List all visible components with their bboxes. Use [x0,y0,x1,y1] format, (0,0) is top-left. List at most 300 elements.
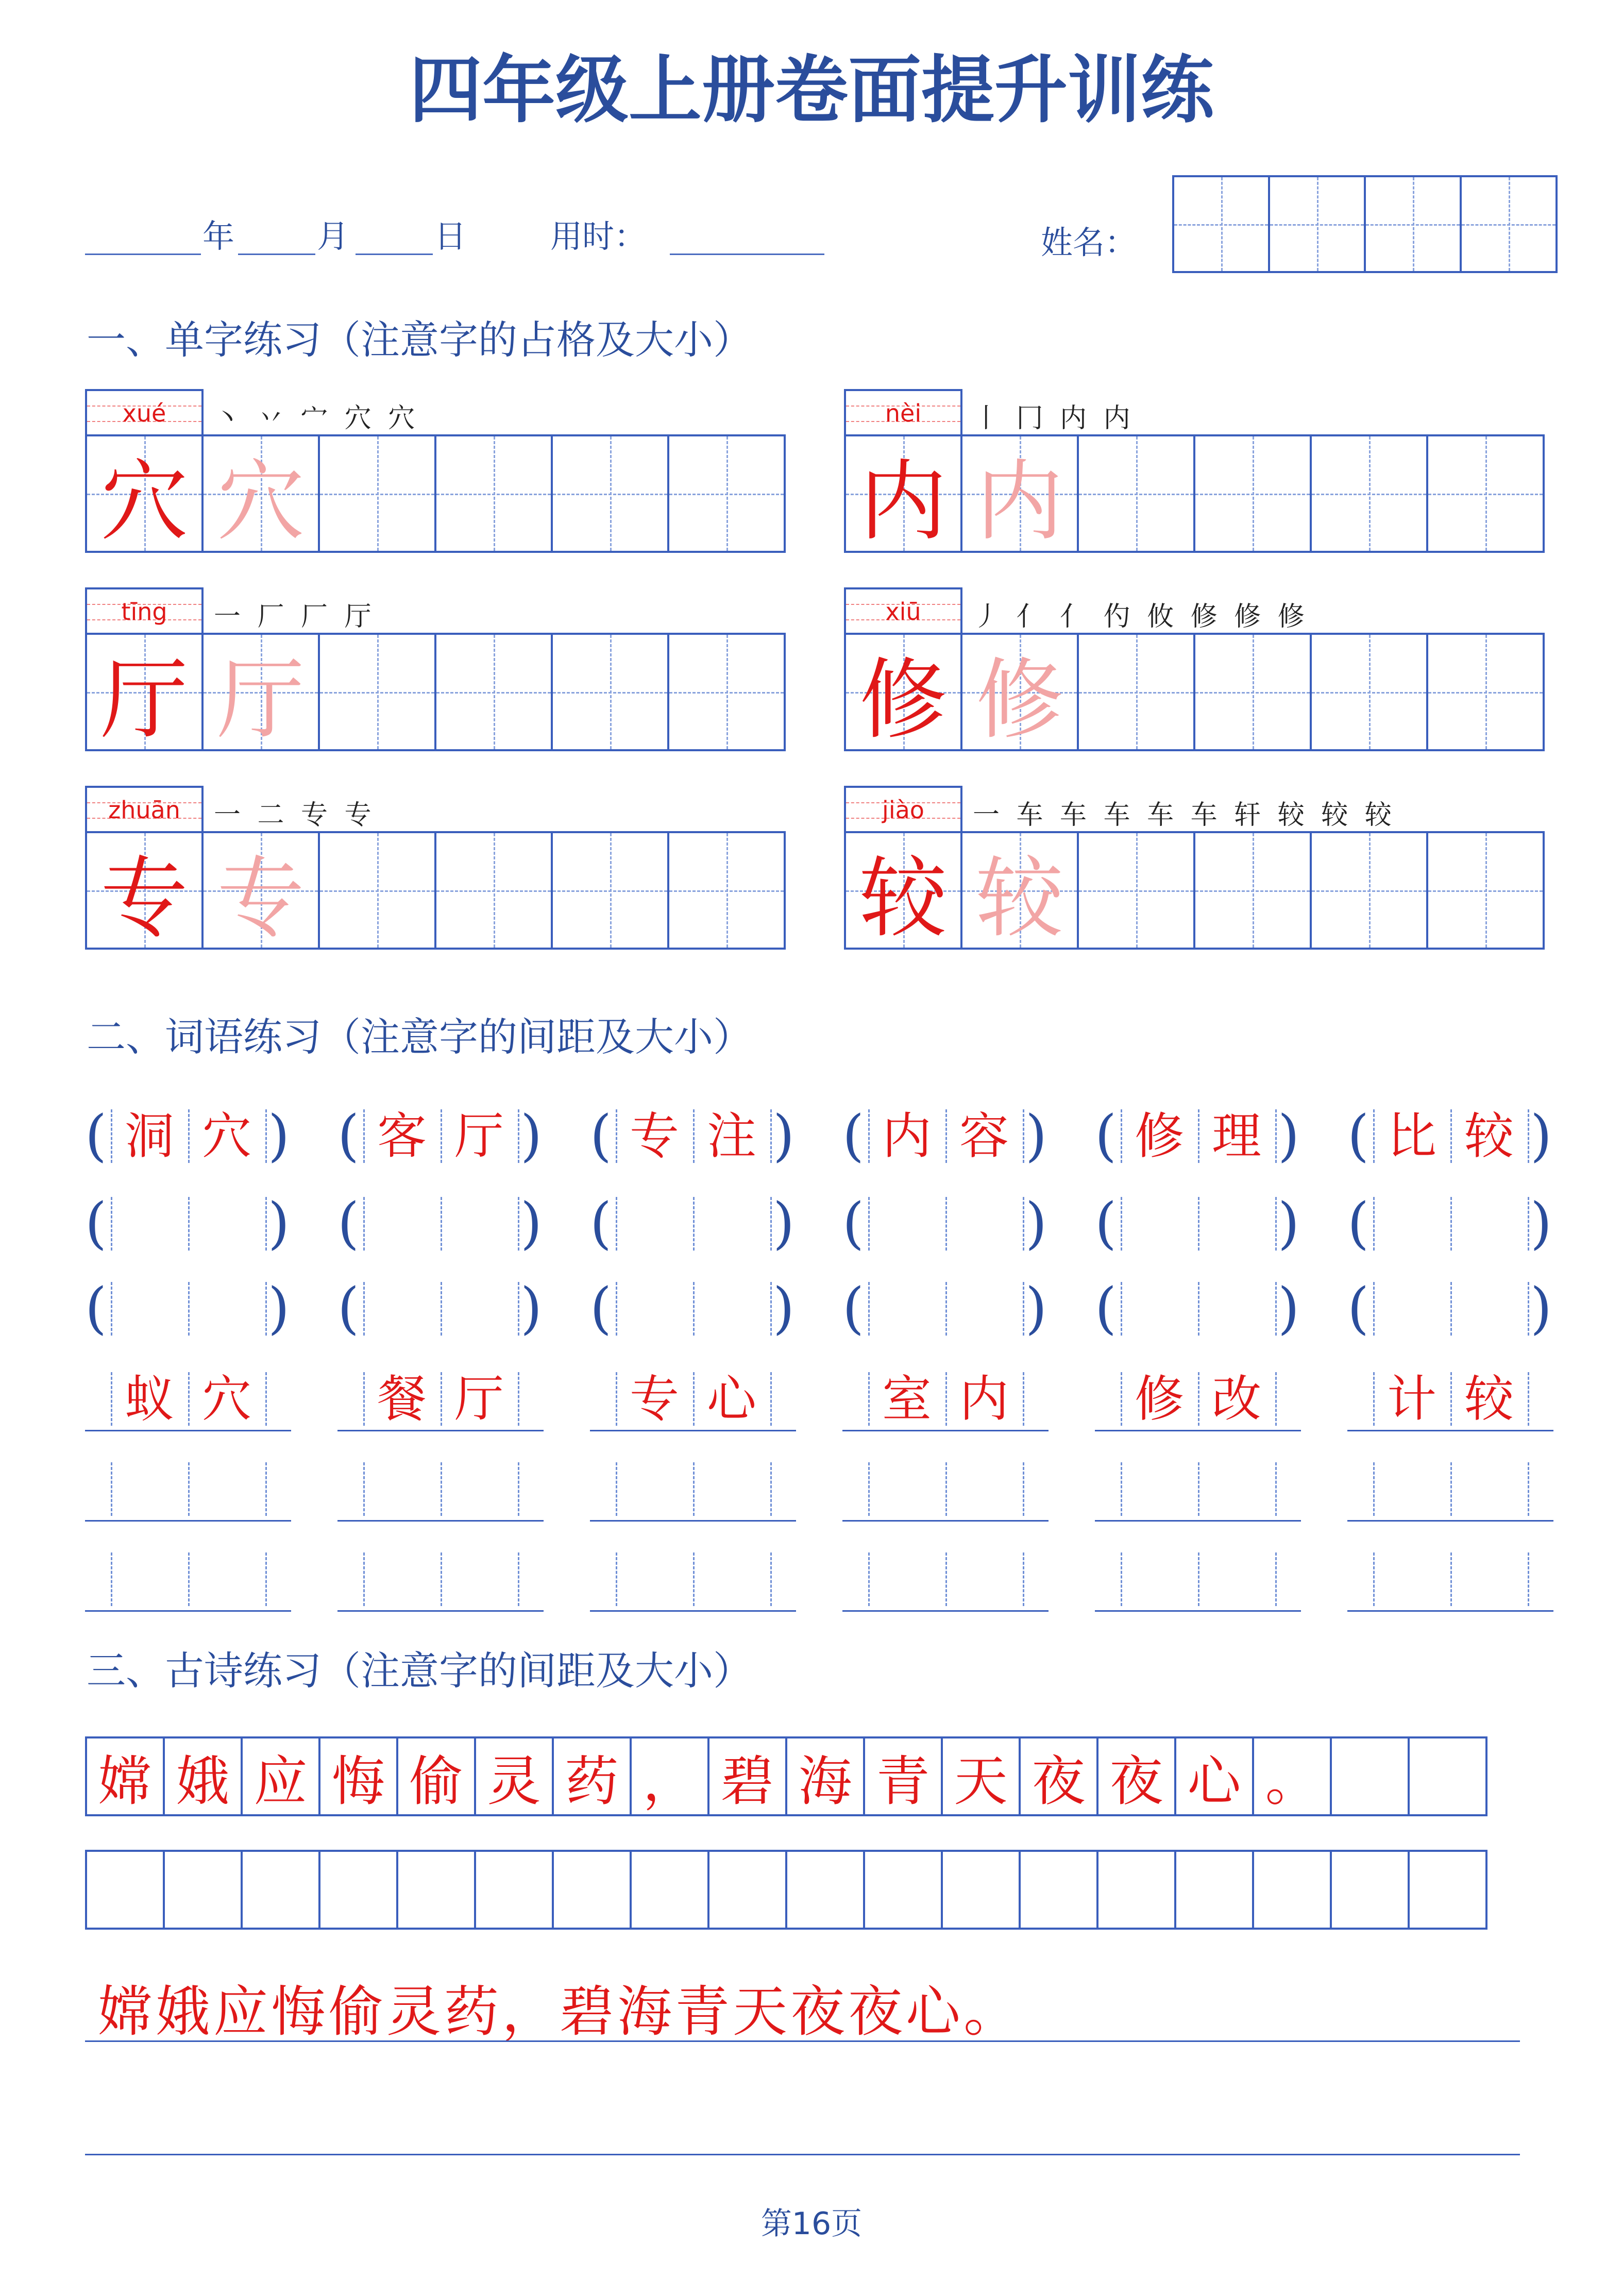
paren-word-box[interactable] [590,1193,796,1255]
guide-dash [1275,1197,1277,1251]
left-paren: ( [1095,1276,1117,1341]
right-paren: ) [1278,1276,1300,1341]
line-word-box[interactable] [1095,1458,1301,1520]
guide-dash [616,1462,617,1516]
month-blank[interactable] [238,254,315,255]
pinyin-text: xué [122,399,166,427]
guide-dash [1373,1462,1375,1516]
practice-cell[interactable] [318,434,436,553]
pinyin-box [844,786,962,833]
pinyin-box [85,587,204,635]
day-blank[interactable] [356,254,433,255]
guide-dash [111,1197,112,1251]
guide-dash [1198,1282,1199,1336]
left-paren: ( [337,1191,360,1256]
practice-cell[interactable] [667,434,786,553]
guide-dash [770,1552,772,1606]
paren-word-box[interactable] [85,1278,291,1340]
word-char: 修 [1135,1370,1184,1428]
word-char: 较 [1464,1107,1514,1165]
guide-dash [1450,1282,1452,1336]
char-grid-row [844,434,1545,553]
left-paren: ( [590,1276,612,1341]
practice-cell[interactable] [1077,831,1195,950]
model-char-cell [960,633,1079,751]
poem-practice-cell[interactable] [1330,1850,1410,1930]
line-word-box[interactable] [85,1548,291,1610]
line-word-box[interactable] [85,1458,291,1520]
name-grid[interactable] [1172,175,1558,273]
pinyin-text: tīng [121,598,167,626]
guide-dash [770,1372,772,1426]
guide-dash [616,1282,617,1336]
guide-dash [441,1197,442,1251]
guide-dash [441,1462,442,1516]
word-char: 餐 [377,1370,427,1428]
guide-dash [616,1552,617,1606]
practice-cell[interactable] [434,831,553,950]
word-underline [1095,1430,1301,1431]
word-char: 心 [707,1370,756,1428]
pinyin-text: jiào [882,796,924,824]
paren-word-box[interactable] [1095,1278,1301,1340]
practice-cell[interactable] [1193,633,1312,751]
poem-cell: 天 [941,1736,1021,1816]
practice-cell[interactable] [1193,831,1312,950]
practice-cell[interactable] [1077,434,1195,553]
word-char: 内 [882,1107,932,1165]
practice-cell[interactable] [1426,831,1545,950]
poem-practice-cell[interactable] [552,1850,632,1930]
paren-word-box[interactable] [842,1278,1049,1340]
trace-char: 专 [216,847,305,950]
practice-cell[interactable] [1426,434,1545,553]
poem-practice-cell[interactable] [1096,1850,1176,1930]
right-paren: ) [268,1276,290,1341]
guide-dash [1121,1552,1122,1606]
guide-dash [518,1552,519,1606]
poem-grid-row-2[interactable] [85,1850,1487,1930]
guide-dash [1528,1109,1529,1163]
word-char: 计 [1387,1370,1436,1428]
name-grid-cell[interactable] [1364,175,1462,273]
practice-cell[interactable] [1310,633,1428,751]
guide-dash [1450,1462,1452,1516]
guide-dash [1275,1372,1277,1426]
model-char-cell [85,434,204,553]
guide-dash [1450,1197,1452,1251]
poem-cell: 嫦 [85,1736,165,1816]
word-underline [1095,1610,1301,1612]
guide-dash [188,1282,190,1336]
guide-dash [1023,1197,1024,1251]
word-char: 专 [630,1370,679,1428]
left-paren: ( [1095,1104,1117,1168]
paren-word-box[interactable] [1347,1278,1553,1340]
poem-cell: ， [630,1736,709,1816]
guide-dash [1450,1552,1452,1606]
right-paren: ) [773,1276,795,1341]
line-word-box [1347,1368,1553,1430]
word-underline [842,1610,1049,1612]
char-grid-row [85,633,786,751]
left-paren: ( [337,1276,360,1341]
guide-dash [1275,1282,1277,1336]
line-word-box [337,1368,544,1430]
guide-dash [868,1282,870,1336]
left-paren: ( [1347,1276,1370,1341]
left-paren: ( [842,1104,865,1168]
time-blank[interactable] [670,254,824,255]
pinyin-box [844,389,962,436]
name-grid-cell[interactable] [1172,175,1270,273]
guide-dash [265,1109,267,1163]
practice-cell[interactable] [551,831,669,950]
guide-dash [518,1197,519,1251]
poem-practice-cell[interactable] [241,1850,320,1930]
trace-char: 穴 [216,450,305,553]
guide-dash [518,1109,519,1163]
word-char: 洞 [125,1107,174,1165]
line-word-box[interactable] [337,1548,544,1610]
model-char-cell [844,434,962,553]
right-paren: ) [268,1104,290,1168]
word-underline [842,1430,1049,1431]
stroke-order: 丶 丷 宀 穴 穴 [214,403,419,434]
poem-practice-cell[interactable] [863,1850,943,1930]
poem-practice-cell[interactable] [85,1850,165,1930]
model-char: 专 [100,847,188,950]
model-char: 内 [859,450,947,553]
poem-writing-line-1[interactable] [85,2040,1520,2042]
trace-char: 修 [975,649,1063,751]
line-word-box[interactable] [337,1458,544,1520]
model-char-cell [960,434,1079,553]
word-char: 厅 [454,1107,504,1165]
right-paren: ) [1025,1104,1047,1168]
section-3-title: 三、古诗练习（注意字的间距及大小） [87,1648,752,1694]
guide-dash [518,1282,519,1336]
paren-word-box[interactable] [337,1278,544,1340]
guide-dash [945,1462,947,1516]
model-char-cell [85,831,204,950]
guide-dash [1528,1197,1529,1251]
paren-word-box [590,1105,796,1167]
guide-dash [1023,1282,1024,1336]
practice-cell[interactable] [667,633,786,751]
guide-dash [441,1282,442,1336]
left-paren: ( [590,1104,612,1168]
poem-practice-cell[interactable] [707,1850,787,1930]
trace-char: 厅 [216,649,305,751]
guide-dash [1121,1282,1122,1336]
guide-dash [616,1197,617,1251]
word-underline [842,1520,1049,1522]
word-char: 容 [959,1107,1009,1165]
poem-cell: 灵 [474,1736,554,1816]
guide-dash [441,1552,442,1606]
poem-practice-cell[interactable] [1252,1850,1332,1930]
poem-practice-cell[interactable] [1019,1850,1098,1930]
right-paren: ) [1025,1191,1047,1256]
pinyin-text: xiū [885,598,921,626]
guide-dash [770,1462,772,1516]
guide-dash [868,1462,870,1516]
guide-dash [188,1197,190,1251]
char-grid-row [844,633,1545,751]
right-paren: ) [1278,1104,1300,1168]
stroke-order: 一 二 专 专 [214,800,376,831]
right-paren: ) [1530,1276,1552,1341]
paren-word-box [1095,1105,1301,1167]
guide-dash [770,1197,772,1251]
char-grid-row [85,434,786,553]
char-grid-row [844,831,1545,950]
line-word-box[interactable] [1347,1548,1553,1610]
word-underline [337,1430,544,1431]
word-char: 专 [630,1107,679,1165]
model-char: 修 [859,649,947,751]
section-2-title: 二、词语练习（注意字的间距及大小） [87,1014,752,1060]
guide-dash [363,1282,365,1336]
line-word-box [1095,1368,1301,1430]
word-underline [590,1610,796,1612]
left-paren: ( [1347,1191,1370,1256]
left-paren: ( [842,1191,865,1256]
word-char: 注 [707,1107,756,1165]
guide-dash [111,1282,112,1336]
word-char: 室 [882,1370,932,1428]
line-word-box[interactable] [1347,1458,1553,1520]
stroke-order: 一 车 车 车 车 车 轩 较 较 较 [973,800,1396,831]
practice-cell[interactable] [434,434,553,553]
word-char: 理 [1212,1107,1261,1165]
guide-dash [945,1552,947,1606]
poem-cell: 娥 [163,1736,243,1816]
practice-cell[interactable] [551,633,669,751]
year-label: 年 [202,217,235,255]
word-char: 客 [377,1107,427,1165]
word-char: 厅 [454,1370,504,1428]
practice-cell[interactable] [434,633,553,751]
line-word-box[interactable] [590,1548,796,1610]
guide-dash [693,1462,695,1516]
guide-dash [363,1462,365,1516]
time-label: 用时： [550,217,647,255]
practice-cell[interactable] [1310,831,1428,950]
guide-dash [1121,1462,1122,1516]
paren-word-box[interactable] [337,1193,544,1255]
pinyin-box [85,389,204,436]
guide-dash [770,1109,772,1163]
guide-dash [1198,1197,1199,1251]
guide-dash [265,1282,267,1336]
month-label: 月 [317,217,349,255]
poem-cell: 悔 [318,1736,398,1816]
poem-cell: 。 [1252,1736,1332,1816]
guide-dash [1528,1552,1529,1606]
left-paren: ( [1347,1104,1370,1168]
poem-practice-cell[interactable] [630,1850,709,1930]
word-underline [85,1610,291,1612]
line-word-box[interactable] [590,1458,796,1520]
guide-dash [1528,1372,1529,1426]
model-char-cell [201,633,320,751]
paren-word-box [842,1105,1049,1167]
left-paren: ( [842,1276,865,1341]
left-paren: ( [337,1104,360,1168]
year-blank[interactable] [85,254,201,255]
poem-grid-row-1 [85,1736,1487,1816]
guide-dash [1373,1552,1375,1606]
line-word-box [85,1368,291,1430]
guide-dash [265,1462,267,1516]
right-paren: ) [1278,1191,1300,1256]
guide-dash [1023,1462,1024,1516]
poem-writing-line-2[interactable] [85,2154,1520,2155]
guide-dash [1121,1197,1122,1251]
practice-cell[interactable] [1310,434,1428,553]
left-paren: ( [85,1191,107,1256]
left-paren: ( [590,1191,612,1256]
word-char: 内 [959,1370,1009,1428]
line-word-box[interactable] [842,1548,1049,1610]
paren-word-box [337,1105,544,1167]
poem-practice-cell[interactable] [1174,1850,1254,1930]
poem-cell [1330,1736,1410,1816]
poem-practice-cell[interactable] [941,1850,1021,1930]
practice-cell[interactable] [1426,633,1545,751]
stroke-order: 丿 亻 亻 仢 攸 修 修 修 [973,601,1309,632]
word-underline [1095,1520,1301,1522]
line-word-box [842,1368,1049,1430]
guide-dash [1198,1552,1199,1606]
word-char: 较 [1464,1370,1514,1428]
guide-dash [1023,1552,1024,1606]
stroke-order: 丨 冂 内 内 [973,403,1135,434]
poem-practice-cell[interactable] [785,1850,865,1930]
model-char-cell [85,633,204,751]
model-char: 穴 [100,450,188,553]
guide-dash [1275,1462,1277,1516]
poem-cell: 偷 [396,1736,476,1816]
model-char-cell [960,831,1079,950]
guide-dash [770,1282,772,1336]
word-underline [590,1430,796,1431]
pinyin-text: zhuān [108,796,180,824]
paren-word-box [85,1105,291,1167]
right-paren: ) [773,1104,795,1168]
guide-dash [693,1197,695,1251]
practice-cell[interactable] [667,831,786,950]
poem-practice-cell[interactable] [318,1850,398,1930]
practice-cell[interactable] [1077,633,1195,751]
guide-dash [1023,1372,1024,1426]
guide-dash [693,1282,695,1336]
right-paren: ) [1530,1104,1552,1168]
line-word-box[interactable] [842,1458,1049,1520]
paren-word-box[interactable] [1347,1193,1553,1255]
guide-dash [945,1197,947,1251]
guide-dash [265,1372,267,1426]
poem-cell: 海 [785,1736,865,1816]
model-char: 厅 [100,649,188,751]
guide-dash [363,1197,365,1251]
guide-dash [188,1462,190,1516]
guide-dash [1275,1109,1277,1163]
poem-practice-cell[interactable] [163,1850,243,1930]
guide-dash [1373,1197,1375,1251]
guide-dash [1373,1282,1375,1336]
model-char-cell [844,633,962,751]
poem-cell: 青 [863,1736,943,1816]
page-number: 第16页 [760,2206,863,2242]
stroke-order: 一 厂 厂 厅 [214,601,376,632]
trace-char: 内 [975,450,1063,553]
word-underline [590,1520,796,1522]
paren-word-box[interactable] [842,1193,1049,1255]
paren-word-box[interactable] [590,1278,796,1340]
guide-dash [1275,1552,1277,1606]
left-paren: ( [85,1104,107,1168]
name-grid-cell[interactable] [1460,175,1558,273]
practice-cell[interactable] [551,434,669,553]
guide-dash [1528,1282,1529,1336]
name-grid-cell[interactable] [1268,175,1366,273]
poem-cell: 碧 [707,1736,787,1816]
right-paren: ) [520,1276,543,1341]
line-word-box[interactable] [1095,1548,1301,1610]
poem-practice-cell[interactable] [474,1850,554,1930]
word-underline [1347,1610,1553,1612]
model-char-cell [201,831,320,950]
trace-char: 较 [975,847,1063,950]
guide-dash [265,1552,267,1606]
practice-cell[interactable] [1193,434,1312,553]
practice-cell[interactable] [318,831,436,950]
guide-dash [693,1552,695,1606]
right-paren: ) [773,1191,795,1256]
line-word-box [590,1368,796,1430]
left-paren: ( [1095,1191,1117,1256]
poem-cell: 夜 [1019,1736,1098,1816]
right-paren: ) [1025,1276,1047,1341]
paren-word-box [1347,1105,1553,1167]
word-underline [337,1520,544,1522]
paren-word-box[interactable] [85,1193,291,1255]
poem-cell: 夜 [1096,1736,1176,1816]
guide-dash [188,1552,190,1606]
day-label: 日 [434,217,467,255]
poem-practice-cell[interactable] [1408,1850,1487,1930]
poem-cell: 应 [241,1736,320,1816]
word-char: 穴 [202,1370,251,1428]
left-paren: ( [85,1276,107,1341]
right-paren: ) [1530,1191,1552,1256]
poem-cell: 药 [552,1736,632,1816]
guide-dash [1198,1462,1199,1516]
poem-practice-cell[interactable] [396,1850,476,1930]
right-paren: ) [268,1191,290,1256]
guide-dash [868,1552,870,1606]
poem-line-text: 嫦娥应悔偷灵药，碧海青天夜夜心。 [98,1980,1021,2044]
guide-dash [111,1552,112,1606]
name-label: 姓名： [1041,224,1137,261]
practice-cell[interactable] [318,633,436,751]
guide-dash [945,1282,947,1336]
paren-word-box[interactable] [1095,1193,1301,1255]
word-underline [337,1610,544,1612]
